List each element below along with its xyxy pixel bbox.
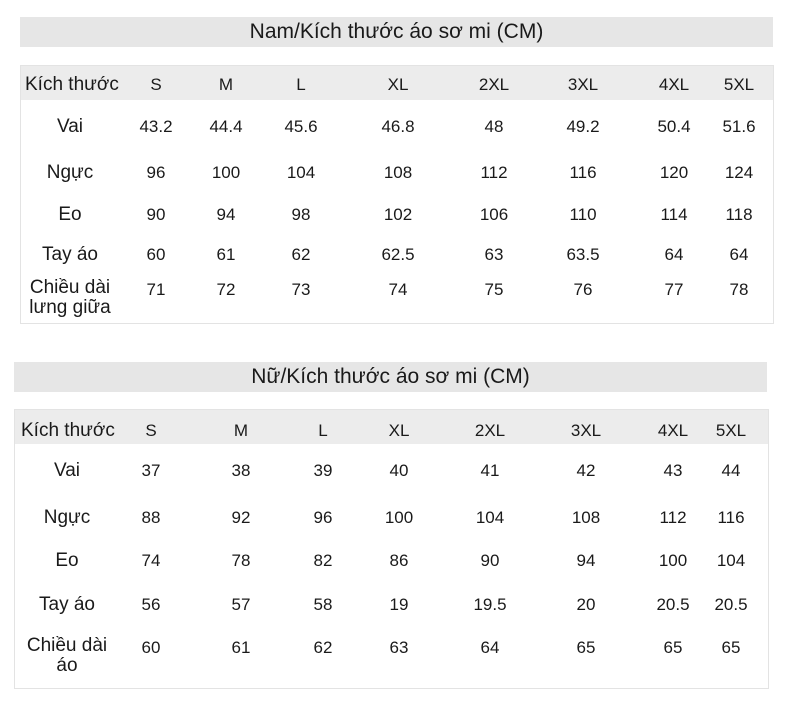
women-table-cell: 38: [231, 461, 251, 480]
men-table-cell: 49.2: [566, 117, 600, 136]
men-table-cell: 75: [484, 280, 504, 299]
men-size-header: 4XL: [658, 75, 690, 94]
men-table-cell: 71: [146, 280, 166, 299]
men-table-cell: 61: [216, 245, 236, 264]
women-table-cell: 40: [389, 461, 409, 480]
men-table-cell: 110: [569, 205, 597, 224]
women-header-label: Kích thước: [21, 420, 115, 441]
women-table-cell: 112: [659, 508, 687, 527]
women-table-cell: 64: [480, 638, 500, 657]
men-table-cell: 90: [146, 205, 166, 224]
men-header-label: Kích thước: [25, 74, 119, 95]
women-row-label: Tay áo: [39, 594, 95, 615]
women-table-cell: 60: [141, 638, 161, 657]
men-size-header: L: [296, 75, 306, 94]
women-table-cell: 92: [231, 508, 251, 527]
women-size-header: XL: [388, 421, 410, 440]
men-table-cell: 63.5: [566, 245, 600, 264]
men-table-cell: 96: [146, 163, 166, 182]
women-size-header: L: [318, 421, 328, 440]
women-table-cell: 44: [721, 461, 741, 480]
women-table-cell: 37: [141, 461, 161, 480]
women-size-header: 3XL: [570, 421, 602, 440]
men-table-cell: 114: [660, 205, 688, 224]
women-table-cell: 96: [313, 508, 333, 527]
women-table-cell: 20: [576, 595, 596, 614]
women-table-cell: 86: [389, 551, 409, 570]
men-table-cell: 98: [291, 205, 311, 224]
men-table-cell: 112: [480, 163, 508, 182]
women-table-cell: 62: [313, 638, 333, 657]
women-table-cell: 41: [480, 461, 500, 480]
women-table-cell: 104: [475, 508, 505, 527]
men-table-cell: 60: [146, 245, 166, 264]
women-table-cell: 82: [313, 551, 333, 570]
women-size-header: M: [233, 421, 249, 440]
men-table-cell: 72: [216, 280, 236, 299]
men-table-cell: 64: [664, 245, 684, 264]
men-table-cell: 120: [659, 163, 689, 182]
women-table-cell: 20.5: [714, 595, 748, 614]
women-table-cell: 65: [663, 638, 683, 657]
men-row-label: Ngực: [46, 162, 94, 183]
women-table-cell: 56: [141, 595, 161, 614]
men-table-cell: 116: [569, 163, 597, 182]
men-table-cell: 104: [286, 163, 316, 182]
men-size-header: M: [218, 75, 234, 94]
women-table-cell: 65: [721, 638, 741, 657]
men-row-label: [29, 278, 110, 318]
women-table-cell: 74: [141, 551, 161, 570]
men-row-label: Vai: [56, 116, 84, 137]
women-row-label: Vai: [53, 460, 81, 481]
men-row-label: Tay áo: [42, 244, 98, 265]
women-table-cell: 61: [231, 638, 251, 657]
men-size-table: [20, 65, 774, 324]
women-table-cell: 42: [576, 461, 596, 480]
men-row-label: Eo: [58, 204, 82, 225]
men-table-cell: 44.4: [209, 117, 243, 136]
women-table-cell: 58: [313, 595, 333, 614]
men-table-cell: 94: [216, 205, 236, 224]
men-size-header: XL: [387, 75, 409, 94]
women-row-label: Eo: [55, 550, 79, 571]
women-table-cell: 20.5: [656, 595, 690, 614]
women-table-cell: 94: [576, 551, 596, 570]
women-table-cell: 104: [716, 551, 746, 570]
women-row-label: Ngực: [43, 507, 91, 528]
men-table-cell: 43.2: [139, 117, 173, 136]
men-table-cell: 73: [291, 280, 311, 299]
men-table-cell: 51.6: [722, 117, 756, 136]
men-table-cell: 76: [573, 280, 593, 299]
women-size-header: 4XL: [657, 421, 689, 440]
women-size-table: [14, 409, 769, 689]
men-table-cell: 106: [479, 205, 509, 224]
men-table-cell: 62.5: [381, 245, 415, 264]
men-size-header: 2XL: [478, 75, 510, 94]
women-table-cell: 19: [389, 595, 409, 614]
men-row-label-line: lưng giữa: [29, 297, 111, 318]
men-size-header: 3XL: [567, 75, 599, 94]
women-table-cell: 78: [231, 551, 251, 570]
women-table-cell: 90: [480, 551, 500, 570]
women-size-header: 5XL: [715, 421, 747, 440]
women-table-cell: 19.5: [473, 595, 507, 614]
women-table-cell: 39: [313, 461, 333, 480]
women-table-title: Nữ/Kích thước áo sơ mi (CM): [14, 362, 767, 392]
women-table-cell: 100: [384, 508, 414, 527]
men-table-cell: 50.4: [657, 117, 691, 136]
men-size-header: S: [150, 75, 162, 94]
men-row-label-line: Chiều dài: [29, 277, 111, 298]
men-table-cell: 63: [484, 245, 504, 264]
men-table-cell: 118: [725, 205, 753, 224]
men-table-cell: 77: [664, 280, 684, 299]
women-table-cell: 65: [576, 638, 596, 657]
women-table-cell: 88: [141, 508, 161, 527]
women-table-cell: 57: [231, 595, 251, 614]
men-table-title: Nam/Kích thước áo sơ mi (CM): [20, 17, 773, 47]
men-table-cell: 46.8: [381, 117, 415, 136]
men-table-cell: 124: [724, 163, 754, 182]
men-table-cell: 64: [729, 245, 749, 264]
women-row-label-line: áo: [56, 655, 78, 676]
men-table-cell: 102: [383, 205, 413, 224]
men-table-cell: 48: [484, 117, 504, 136]
women-table-cell: 100: [658, 551, 688, 570]
women-row-label: [27, 636, 107, 676]
women-size-header: 2XL: [474, 421, 506, 440]
men-table-cell: 45.6: [284, 117, 318, 136]
women-table-cell: 63: [389, 638, 409, 657]
women-size-header: S: [145, 421, 157, 440]
men-size-header: 5XL: [723, 75, 755, 94]
women-row-label-line: Chiều dài: [26, 635, 108, 656]
men-table-cell: 74: [388, 280, 408, 299]
women-table-cell: 43: [663, 461, 683, 480]
women-table-cell: 116: [717, 508, 745, 527]
men-table-cell: 78: [729, 280, 749, 299]
men-table-cell: 108: [383, 163, 413, 182]
men-table-cell: 100: [211, 163, 241, 182]
women-table-cell: 108: [571, 508, 601, 527]
men-table-cell: 62: [291, 245, 311, 264]
